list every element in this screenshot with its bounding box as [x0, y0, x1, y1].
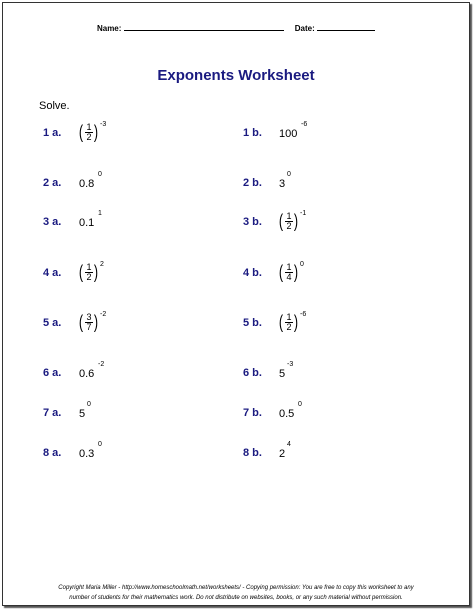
exponent: 1 [98, 210, 102, 217]
name-blank [124, 23, 284, 31]
exponent: -3 [287, 361, 294, 368]
right-paren: ) [93, 262, 99, 282]
base-number: 0.5 [279, 408, 295, 420]
problem-item [243, 401, 423, 431]
right-paren: ) [293, 262, 299, 282]
exponent: 0 [287, 171, 291, 178]
fraction [85, 313, 93, 332]
fraction-numerator: 1 [286, 312, 292, 322]
problem-item [43, 401, 223, 431]
problem-label: 2 b. [243, 177, 262, 189]
exponent: -2 [98, 361, 105, 368]
problem-item [243, 441, 423, 471]
fraction-denominator: 2 [86, 272, 92, 282]
fraction-denominator: 2 [286, 322, 292, 332]
problem-label: 3 a. [43, 216, 62, 228]
right-paren: ) [293, 312, 299, 332]
fraction [85, 263, 93, 282]
fraction-numerator: 1 [86, 262, 92, 272]
name-label: Name: [96, 24, 122, 33]
problem-label: 4 b. [243, 267, 262, 279]
problem-item [243, 261, 423, 291]
fraction-numerator: 3 [86, 312, 92, 322]
problem-item [43, 361, 223, 391]
base-number: 5 [279, 368, 286, 380]
problem-item [43, 171, 223, 201]
problem-item [243, 121, 423, 151]
base-number: 0.8 [79, 178, 95, 190]
worksheet-page [2, 2, 470, 606]
left-paren: ( [78, 122, 84, 142]
exponent: -1 [300, 210, 307, 217]
exponent: -3 [100, 121, 107, 128]
left-paren: ( [278, 262, 284, 282]
base-number: 3 [279, 178, 286, 190]
exponent: -2 [100, 311, 107, 318]
exponent: 2 [100, 261, 104, 268]
exponent: 4 [287, 441, 291, 448]
fraction-numerator: 1 [286, 262, 292, 272]
base-number: 0.3 [79, 448, 95, 460]
date-blank [317, 23, 375, 31]
fraction-numerator: 1 [86, 122, 92, 132]
problem-label: 4 a. [43, 267, 62, 279]
copyright-footer [3, 583, 469, 603]
problem-label: 7 b. [243, 407, 262, 419]
problem-item [243, 361, 423, 391]
fraction-numerator: 1 [286, 211, 292, 221]
exponent: -6 [301, 121, 308, 128]
problem-label: 2 a. [43, 177, 62, 189]
base-number: 5 [79, 408, 86, 420]
problem-item [43, 311, 223, 341]
problem-item [43, 121, 223, 151]
base-number: 100 [279, 128, 298, 140]
left-paren: ( [78, 312, 84, 332]
problem-label: 7 a. [43, 407, 62, 419]
problem-label: 8 b. [243, 447, 262, 459]
right-paren: ) [93, 122, 99, 142]
problem-label: 6 a. [43, 367, 62, 379]
footer-line-1: Copyright Maria Miller - http://www.homeschoolmath.net/worksheets/ - Copying permission: You are free to copy this worksheet to any [58, 585, 414, 591]
problem-item [243, 171, 423, 201]
fraction-denominator: 4 [286, 272, 292, 282]
left-paren: ( [78, 262, 84, 282]
base-number: 0.6 [79, 368, 95, 380]
problem-item [43, 261, 223, 291]
problem-item [43, 441, 223, 471]
problem-label: 5 a. [43, 317, 62, 329]
exponent: 0 [87, 401, 91, 408]
problem-label: 6 b. [243, 367, 262, 379]
exponent: 0 [98, 441, 102, 448]
problem-label: 5 b. [243, 317, 262, 329]
header-line [3, 23, 469, 33]
exponent: 0 [300, 261, 304, 268]
base-number: 2 [279, 448, 286, 460]
right-paren: ) [293, 211, 299, 231]
problem-item [43, 210, 223, 240]
exponent: -6 [300, 311, 307, 318]
fraction-denominator: 2 [86, 132, 92, 142]
fraction [285, 313, 293, 332]
problem-item [243, 210, 423, 240]
exponent: 0 [98, 171, 102, 178]
instruction-text: Solve. [39, 100, 70, 112]
right-paren: ) [93, 312, 99, 332]
fraction [85, 123, 93, 142]
problem-label: 8 a. [43, 447, 62, 459]
problem-label: 1 b. [243, 127, 262, 139]
problem-item [243, 311, 423, 341]
left-paren: ( [278, 312, 284, 332]
date-label: Date: [294, 24, 315, 33]
fraction-denominator: 7 [86, 322, 92, 332]
fraction [285, 212, 293, 231]
fraction [285, 263, 293, 282]
footer-line-2: number of students for their mathematics work. Do not distribute on websites, books, or any such material without permission. [69, 595, 403, 601]
base-number: 0.1 [79, 217, 95, 229]
exponent: 0 [298, 401, 302, 408]
problem-label: 3 b. [243, 216, 262, 228]
page-title: Exponents Worksheet [157, 67, 315, 84]
problem-label: 1 a. [43, 127, 62, 139]
left-paren: ( [278, 211, 284, 231]
fraction-denominator: 2 [286, 221, 292, 231]
